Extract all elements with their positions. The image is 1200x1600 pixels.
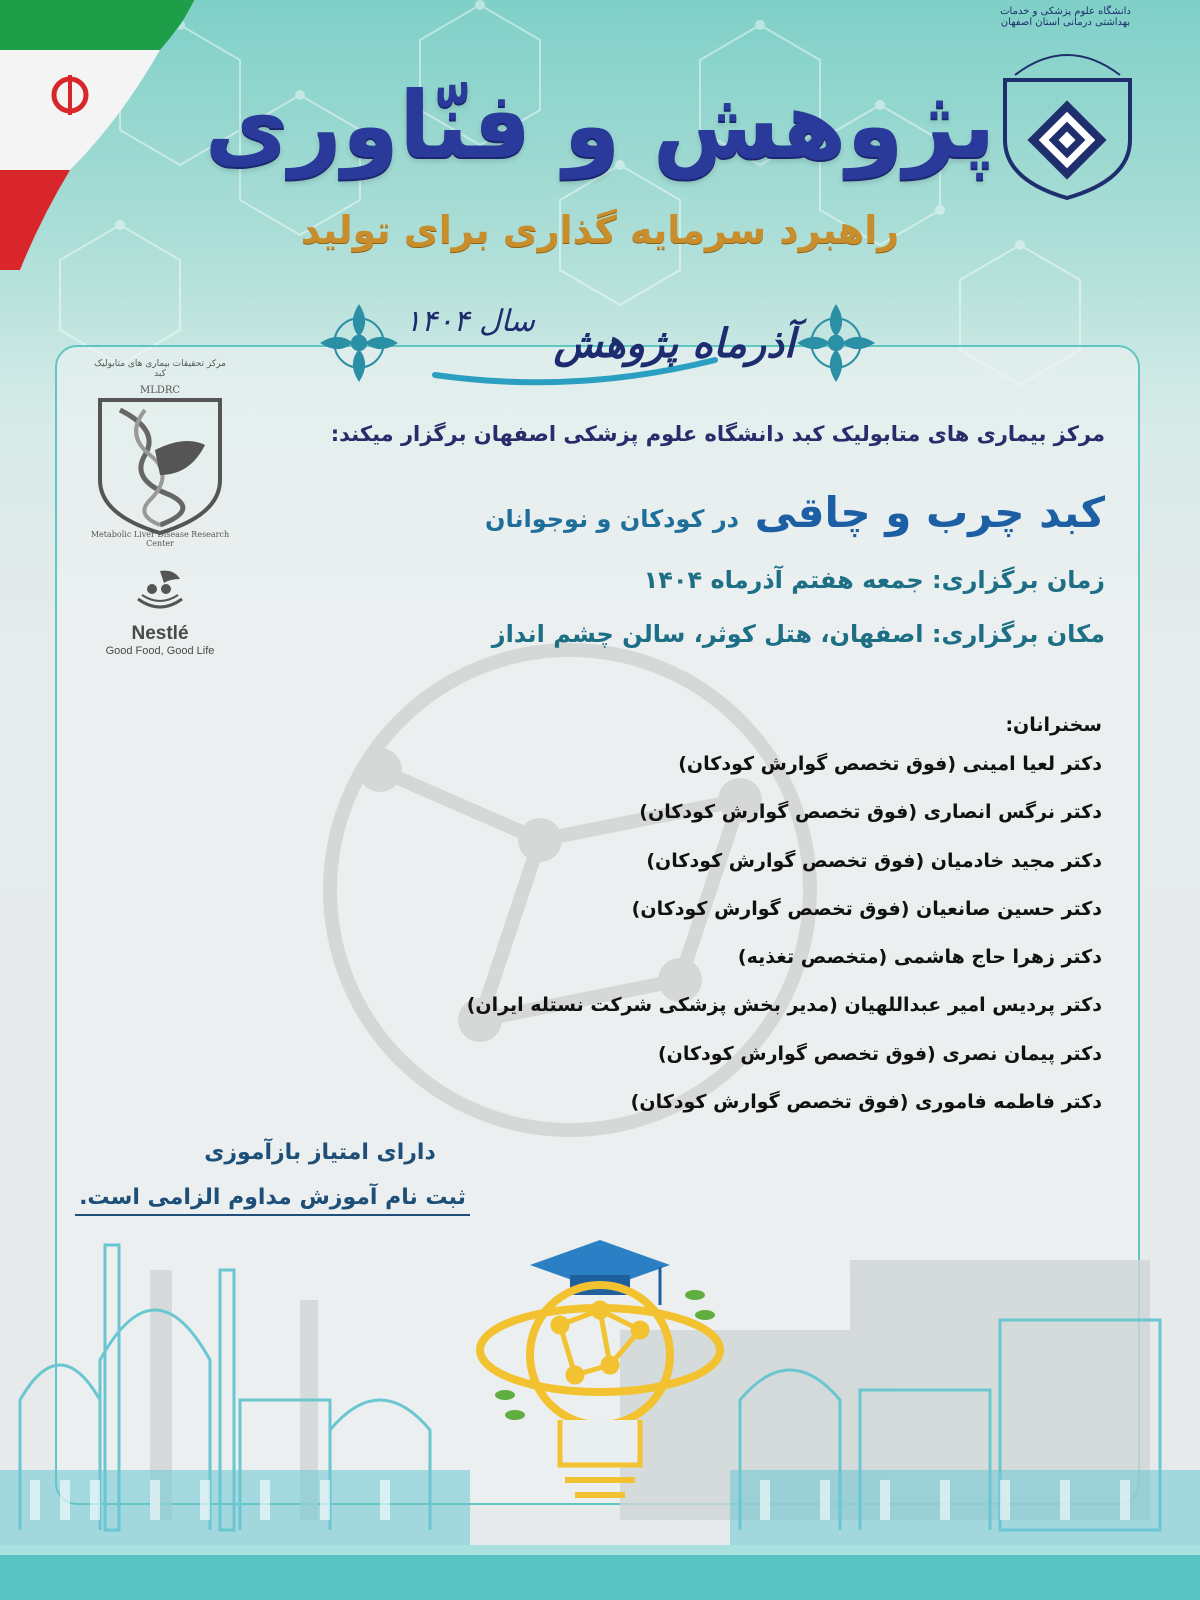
speaker-item: دکتر فاطمه فاموری (فوق تخصص گوارش کودکان) [630,1091,1102,1114]
research-emblem-icon [470,1235,730,1520]
speaker-item: دکتر نرگس انصاری (فوق تخصص گوارش کودکان) [639,801,1102,824]
speaker-item: دکتر مجید خادمیان (فوق تخصص گوارش کودکان) [646,849,1102,872]
nestle-logo [95,565,225,675]
university-logo-icon [995,30,1140,200]
event-location: مکان برگزاری: اصفهان، هتل کوثر، سالن چشم انداز [491,620,1105,648]
mldrc-en-name: Metabolic Liver Disease Research Center [90,530,230,548]
speaker-item: دکتر زهرا حاج هاشمی (متخصص تغذیه) [737,946,1102,969]
main-title: پژوهش و فنّاوری [204,72,996,179]
nestle-nest-icon [130,565,190,615]
cme-registration: ثبت نام آموزش مداوم الزامی است. [75,1185,470,1216]
speaker-item: دکتر حسین صانعیان (فوق تخصص گوارش کودکان) [631,897,1102,920]
swoosh-icon [425,350,725,390]
speaker-item: دکتر پردیس امیر عبداللهیان (مدیر بخش پزشکی شرکت نستله ایران) [466,994,1102,1017]
event-title-main: کبد چرب و چاقی [754,488,1105,537]
event-title-rest: در کودکان و نوجوانان [484,505,739,533]
nestle-name: Nestlé [131,623,189,644]
event-title [205,488,1105,537]
iran-flag-icon [0,0,230,270]
event-time: زمان برگزاری: جمعه هفتم آذرماه ۱۴۰۴ [643,566,1105,594]
speakers-label: سخنرانان: [1005,714,1102,736]
ornament-icon [318,302,400,384]
ornament-icon [795,302,877,384]
cme-note [70,1140,470,1216]
subtitle: راهبرد سرمایه گذاری برای تولید [300,208,900,252]
speakers-list [342,752,1102,1138]
university-name: دانشگاه علوم پزشکی و خدمات بهداشتی درمانی استان اصفهان [1000,6,1131,28]
mldrc-short-name: MLDRC [139,385,181,396]
footer-band [0,1555,1200,1600]
cme-points: دارای امتیاز بازآموزی [204,1140,436,1165]
organizer-line: مرکز بیماری های متابولیک کبد دانشگاه علوم پزشکی اصفهان برگزار میکند: [330,422,1105,446]
month-main-text: آذرماه پژوهش [553,320,795,367]
mldrc-fa-name: مرکز تحقیقات بیماری های متابولیک کبد [94,359,226,379]
month-banner [405,300,795,395]
nestle-tagline: Good Food, Good Life [105,645,215,657]
speaker-item: دکتر لعیا امینی (فوق تخصص گوارش کودکان) [678,753,1102,775]
speaker-item: دکتر پیمان نصری (فوق تخصص گوارش کودکان) [657,1042,1102,1065]
month-year-text: سال ۱۴۰۴ [405,304,536,339]
footer-band-light [0,1545,1200,1555]
